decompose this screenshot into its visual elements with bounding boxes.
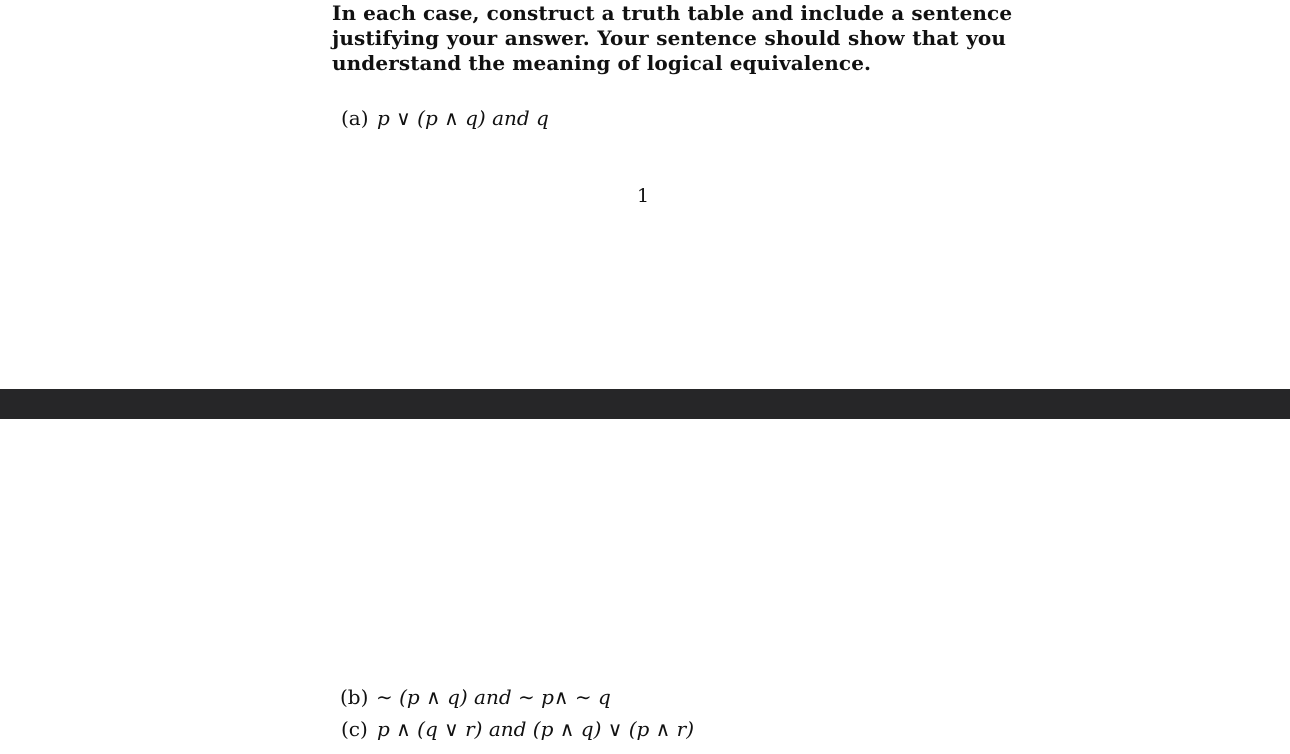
problem-line: In each case, construct a truth table and include a sentence [332, 1, 1013, 25]
part-c-expression: p ∧ (q ∨ r) and (p ∧ q) ∨ (p ∧ r) [377, 717, 695, 741]
problem-number [304, 0, 325, 1]
part-c-label: (c) [341, 717, 368, 741]
problem-line: justifying your answer. Your sentence should show that you [332, 26, 1006, 50]
part-b-expression: ∼ (p ∧ q) and ∼ p∧ ∼ q [376, 685, 611, 709]
document-page-2 [0, 419, 1290, 754]
part-c [341, 717, 694, 741]
page-separator [0, 389, 1290, 419]
page-number: 1 [636, 185, 650, 207]
part-a-label: (a) [341, 106, 369, 130]
part-b-label: (b) [340, 685, 369, 709]
part-a [341, 106, 549, 130]
problem-line: understand the meaning of logical equivalence. [332, 51, 872, 75]
part-a-expression: p ∨ (p ∧ q) and q [377, 106, 549, 130]
part-b [340, 685, 611, 709]
